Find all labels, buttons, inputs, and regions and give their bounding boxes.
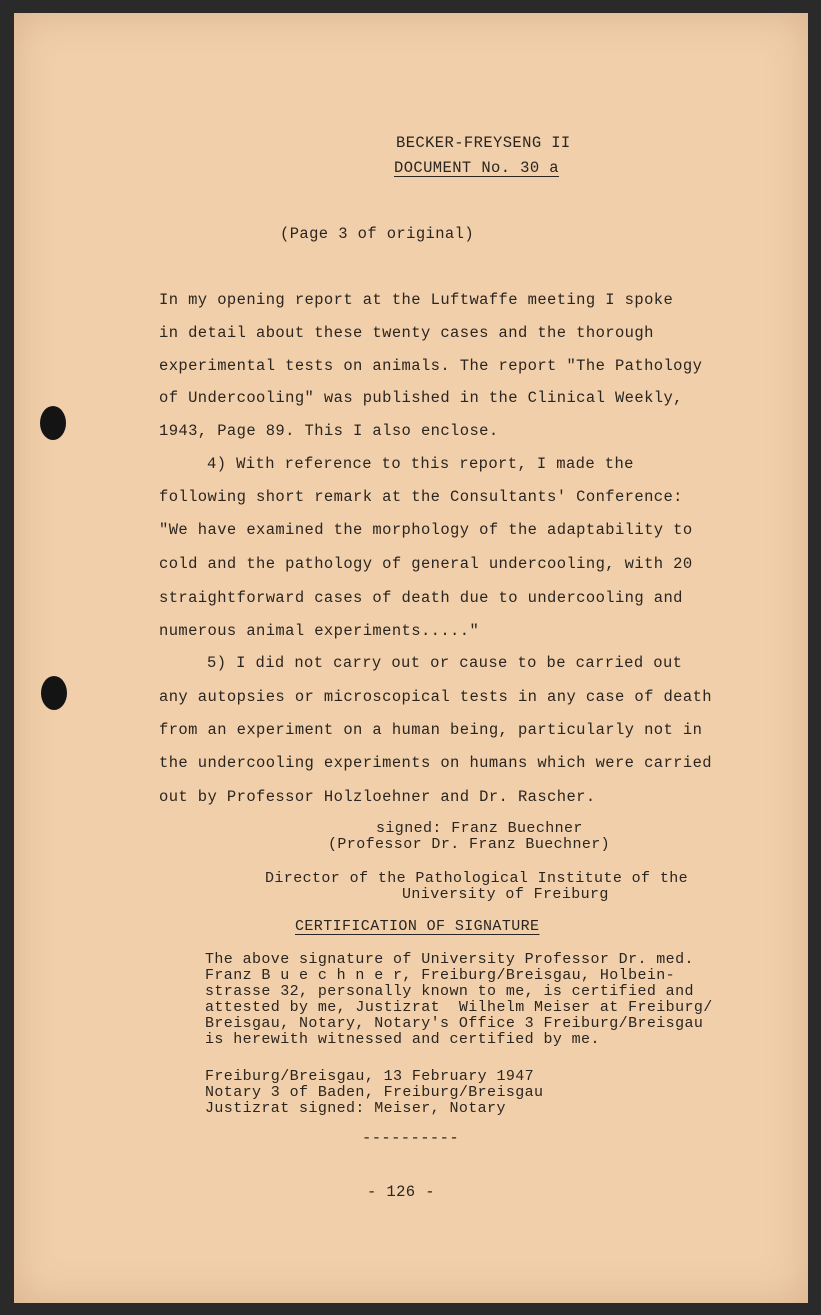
body-line: straightforward cases of death due to undercooling and xyxy=(159,589,683,607)
body-line: in detail about these twenty cases and the thorough xyxy=(159,324,654,342)
certification-line: strasse 32, personally known to me, is certified and xyxy=(205,983,694,1000)
body-line: experimental tests on animals. The report "The Pathology xyxy=(159,357,703,375)
body-line: 1943, Page 89. This I also enclose. xyxy=(159,422,499,440)
body-line: 5) I did not carry out or cause to be carried out xyxy=(207,654,683,672)
body-line: cold and the pathology of general undercooling, with 20 xyxy=(159,555,693,573)
divider: ---------- xyxy=(362,1129,460,1147)
body-line: In my opening report at the Luftwaffe meeting I spoke xyxy=(159,291,674,309)
document-page xyxy=(14,13,808,1303)
certification-heading: CERTIFICATION OF SIGNATURE xyxy=(295,918,540,935)
punch-hole xyxy=(40,406,66,440)
page-number: - 126 - xyxy=(367,1183,435,1201)
signatory-title: University of Freiburg xyxy=(402,886,609,903)
signatory-title: Director of the Pathological Institute of the xyxy=(265,870,689,887)
certification-line: The above signature of University Professor Dr. med. xyxy=(205,951,694,968)
certification-line: attested by me, Justizrat Wilhelm Meiser at Freiburg/ xyxy=(205,999,713,1016)
header-title: BECKER-FREYSENG II xyxy=(396,134,571,152)
signatory-name: (Professor Dr. Franz Buechner) xyxy=(328,836,611,853)
page-note: (Page 3 of original) xyxy=(280,225,475,243)
body-line: from an experiment on a human being, particularly not in xyxy=(159,721,703,739)
body-line: numerous animal experiments....." xyxy=(159,622,480,640)
place-date-line: Notary 3 of Baden, Freiburg/Breisgau xyxy=(205,1084,544,1101)
body-line: of Undercooling" was published in the Clinical Weekly, xyxy=(159,389,683,407)
certification-line: Franz B u e c h n e r, Freiburg/Breisgau, Holbein- xyxy=(205,967,676,984)
body-line: following short remark at the Consultants' Conference: xyxy=(159,488,683,506)
signature-line: signed: Franz Buechner xyxy=(376,820,583,837)
punch-hole xyxy=(41,676,67,710)
document-number: DOCUMENT No. 30 a xyxy=(394,159,559,177)
body-line: "We have examined the morphology of the adaptability to xyxy=(159,521,693,539)
certification-line: is herewith witnessed and certified by me. xyxy=(205,1031,600,1048)
certification-line: Breisgau, Notary, Notary's Office 3 Freiburg/Breisgau xyxy=(205,1015,704,1032)
body-line: out by Professor Holzloehner and Dr. Rascher. xyxy=(159,788,596,806)
body-line: any autopsies or microscopical tests in any case of death xyxy=(159,688,712,706)
body-line: the undercooling experiments on humans which were carried xyxy=(159,754,712,772)
body-line: 4) With reference to this report, I made the xyxy=(207,455,634,473)
place-date-line: Justizrat signed: Meiser, Notary xyxy=(205,1100,506,1117)
place-date-line: Freiburg/Breisgau, 13 February 1947 xyxy=(205,1068,535,1085)
